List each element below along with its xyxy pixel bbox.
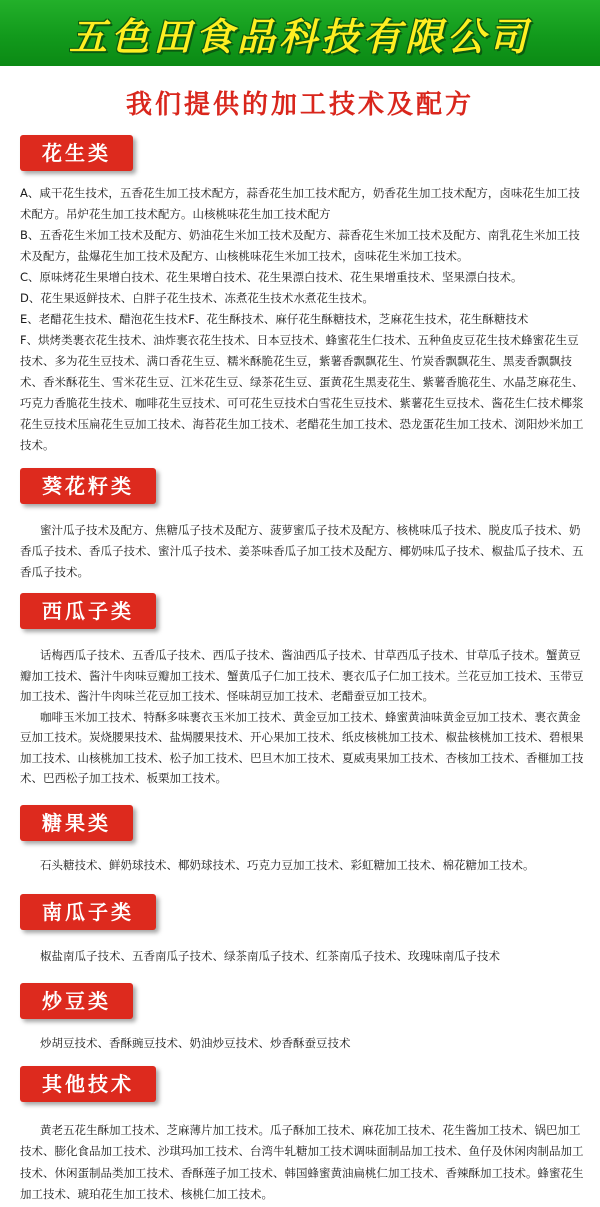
section-tag-sunflower-seed: 葵花籽类 [20, 468, 156, 504]
page-subtitle: 我们提供的加工技术及配方 [125, 90, 474, 120]
paragraph: D、花生果返鲜技术、白胖子花生技术、冻煮花生技术水煮花生技术。 [20, 291, 374, 305]
section-fried-bean [0, 983, 600, 1054]
paragraph: 炒胡豆技术、香酥豌豆技术、奶油炒豆技术、炒香酥蚕豆技术 [40, 1035, 351, 1050]
section-tag-fried-bean: 炒豆类 [20, 983, 133, 1019]
section-sunflower-seed [0, 468, 600, 583]
paragraph: 椒盐南瓜子技术、五香南瓜子技术、绿茶南瓜子技术、红茶南瓜子技术、玫瑰味南瓜子技术 [40, 948, 500, 963]
section-tag-watermelon-seed: 西瓜子类 [20, 593, 156, 629]
section-tag-pumpkin-seed: 南瓜子类 [20, 894, 156, 930]
paragraph: C、原味烤花生果增白技术、花生果增白技术、花生果漂白技术、花生果增重技术、坚果漂白技术。 [20, 270, 523, 284]
paragraph: 话梅西瓜子技术、五香瓜子技术、西瓜子技术、酱油西瓜子技术、甘草西瓜子技术、甘草瓜子技术。蟹黄豆瓣加工技术、酱汁牛肉味豆瓣加工技术、蟹黄瓜子仁加工技术、裹衣瓜子仁加工技术。兰花豆加工技术、玉带豆加工技术、酱汁牛肉味兰花豆加工技术、怪味胡豆加工技术、老醋蚕豆加工技术。 [20, 648, 584, 703]
paragraph: 咖啡玉米加工技术、特酥多味裹衣玉米加工技术、黄金豆加工技术、蜂蜜黄油味黄金豆加工技术、裹衣黄金豆加工技术。炭烧腰果技术、盐焗腰果技术、开心果加工技术、纸皮核桃加工技术、椒盐核桃加工技术、碧根果加工技术、山核桃加工技术、松子加工技术、巴旦木加工技术、夏威夷果加工技术、杏核加工技术、香榧加工技术、巴西松子加工技术、板栗加工技术。 [20, 709, 584, 785]
paragraph: 黄老五花生酥加工技术、芝麻薄片加工技术。瓜子酥加工技术、麻花加工技术、花生酱加工技术、锅巴加工技术、膨化食品加工技术、沙琪玛加工技术、台湾牛轧糖加工技术调味面制品加工技术、鱼仔及休闲肉制品加工技术、休闲蛋制品类加工技术、香酥莲子加工技术、韩国蜂蜜黄油扁桃仁加工技术、香辣酥加工技术。蜂蜜花生加工技术、琥珀花生加工技术、核桃仁加工技术。 [20, 1122, 584, 1201]
section-other-tech [0, 1066, 600, 1206]
header-banner [0, 0, 600, 66]
section-tag-peanut: 花生类 [20, 135, 133, 171]
section-body-other-tech [20, 1120, 588, 1206]
section-body-fried-bean [20, 1033, 588, 1054]
section-peanut [0, 135, 600, 456]
paragraph: F、烘烤类裹衣花生技术、油炸裹衣花生技术、日本豆技术、蜂蜜花生仁技术、五种鱼皮豆花生技术蜂蜜花生豆技术、多为花生豆技术、满口香花生豆、糯米酥脆花生豆，紫薯香飘飘花生、竹炭香飘飘花生、黑麦香飘飘技术、香米酥花生、雪米花生豆、江米花生豆、绿茶花生豆、蛋黄花生黑麦花生、紫薯香脆花生、水晶芝麻花生、巧克力香脆花生技术、咖啡花生豆技术、可可花生豆技术白雪花生豆技术、紫薯花生豆技术、酱花生仁技术椰浆花生豆技术压扁花生豆加工技术、海苔花生加工技术、老醋花生加工技术、恐龙蛋花生加工技术、浏阳炒米加工技术。 [20, 333, 584, 452]
paragraph: 蜜汁瓜子技术及配方、焦糖瓜子技术及配方、菠萝蜜瓜子技术及配方、核桃味瓜子技术、脱皮瓜子技术、奶香瓜子技术、香瓜子技术、蜜汁瓜子技术、姜茶味香瓜子加工技术及配方、椰奶味瓜子技术、椒盐瓜子技术、五香瓜子技术。 [20, 523, 584, 579]
section-body-candy [20, 855, 588, 876]
section-pumpkin-seed [0, 894, 600, 967]
section-body-watermelon-seed [20, 645, 588, 789]
section-tag-candy: 糖果类 [20, 805, 133, 841]
paragraph: A、咸干花生技术，五香花生加工技术配方，蒜香花生加工技术配方，奶香花生加工技术配方，卤味花生加工技术配方。吊炉花生加工技术配方。山核桃味花生加工技术配方 [20, 186, 580, 221]
section-body-sunflower-seed [20, 520, 588, 583]
section-body-pumpkin-seed [20, 946, 588, 967]
company-name: 五色田食品科技有限公司 [68, 14, 531, 59]
section-candy [0, 805, 600, 876]
section-watermelon-seed [0, 593, 600, 789]
section-tag-other-tech: 其他技术 [20, 1066, 156, 1102]
paragraph: 石头糖技术、鲜奶球技术、椰奶球技术、巧克力豆加工技术、彩虹糖加工技术、棉花糖加工技术。 [40, 857, 535, 872]
paragraph: B、五香花生米加工技术及配方、奶油花生米加工技术及配方、蒜香花生米加工技术及配方、南乳花生米加工技术及配方，盐爆花生加工技术及配方、山核桃味花生米加工技术，卤味花生米加工技术。 [20, 228, 580, 263]
paragraph: E、老醋花生技术、醋泡花生技术F、花生酥技术、麻仔花生酥糖技术，芝麻花生技术，花生酥糖技术 [20, 312, 529, 326]
section-body-peanut [20, 183, 588, 456]
